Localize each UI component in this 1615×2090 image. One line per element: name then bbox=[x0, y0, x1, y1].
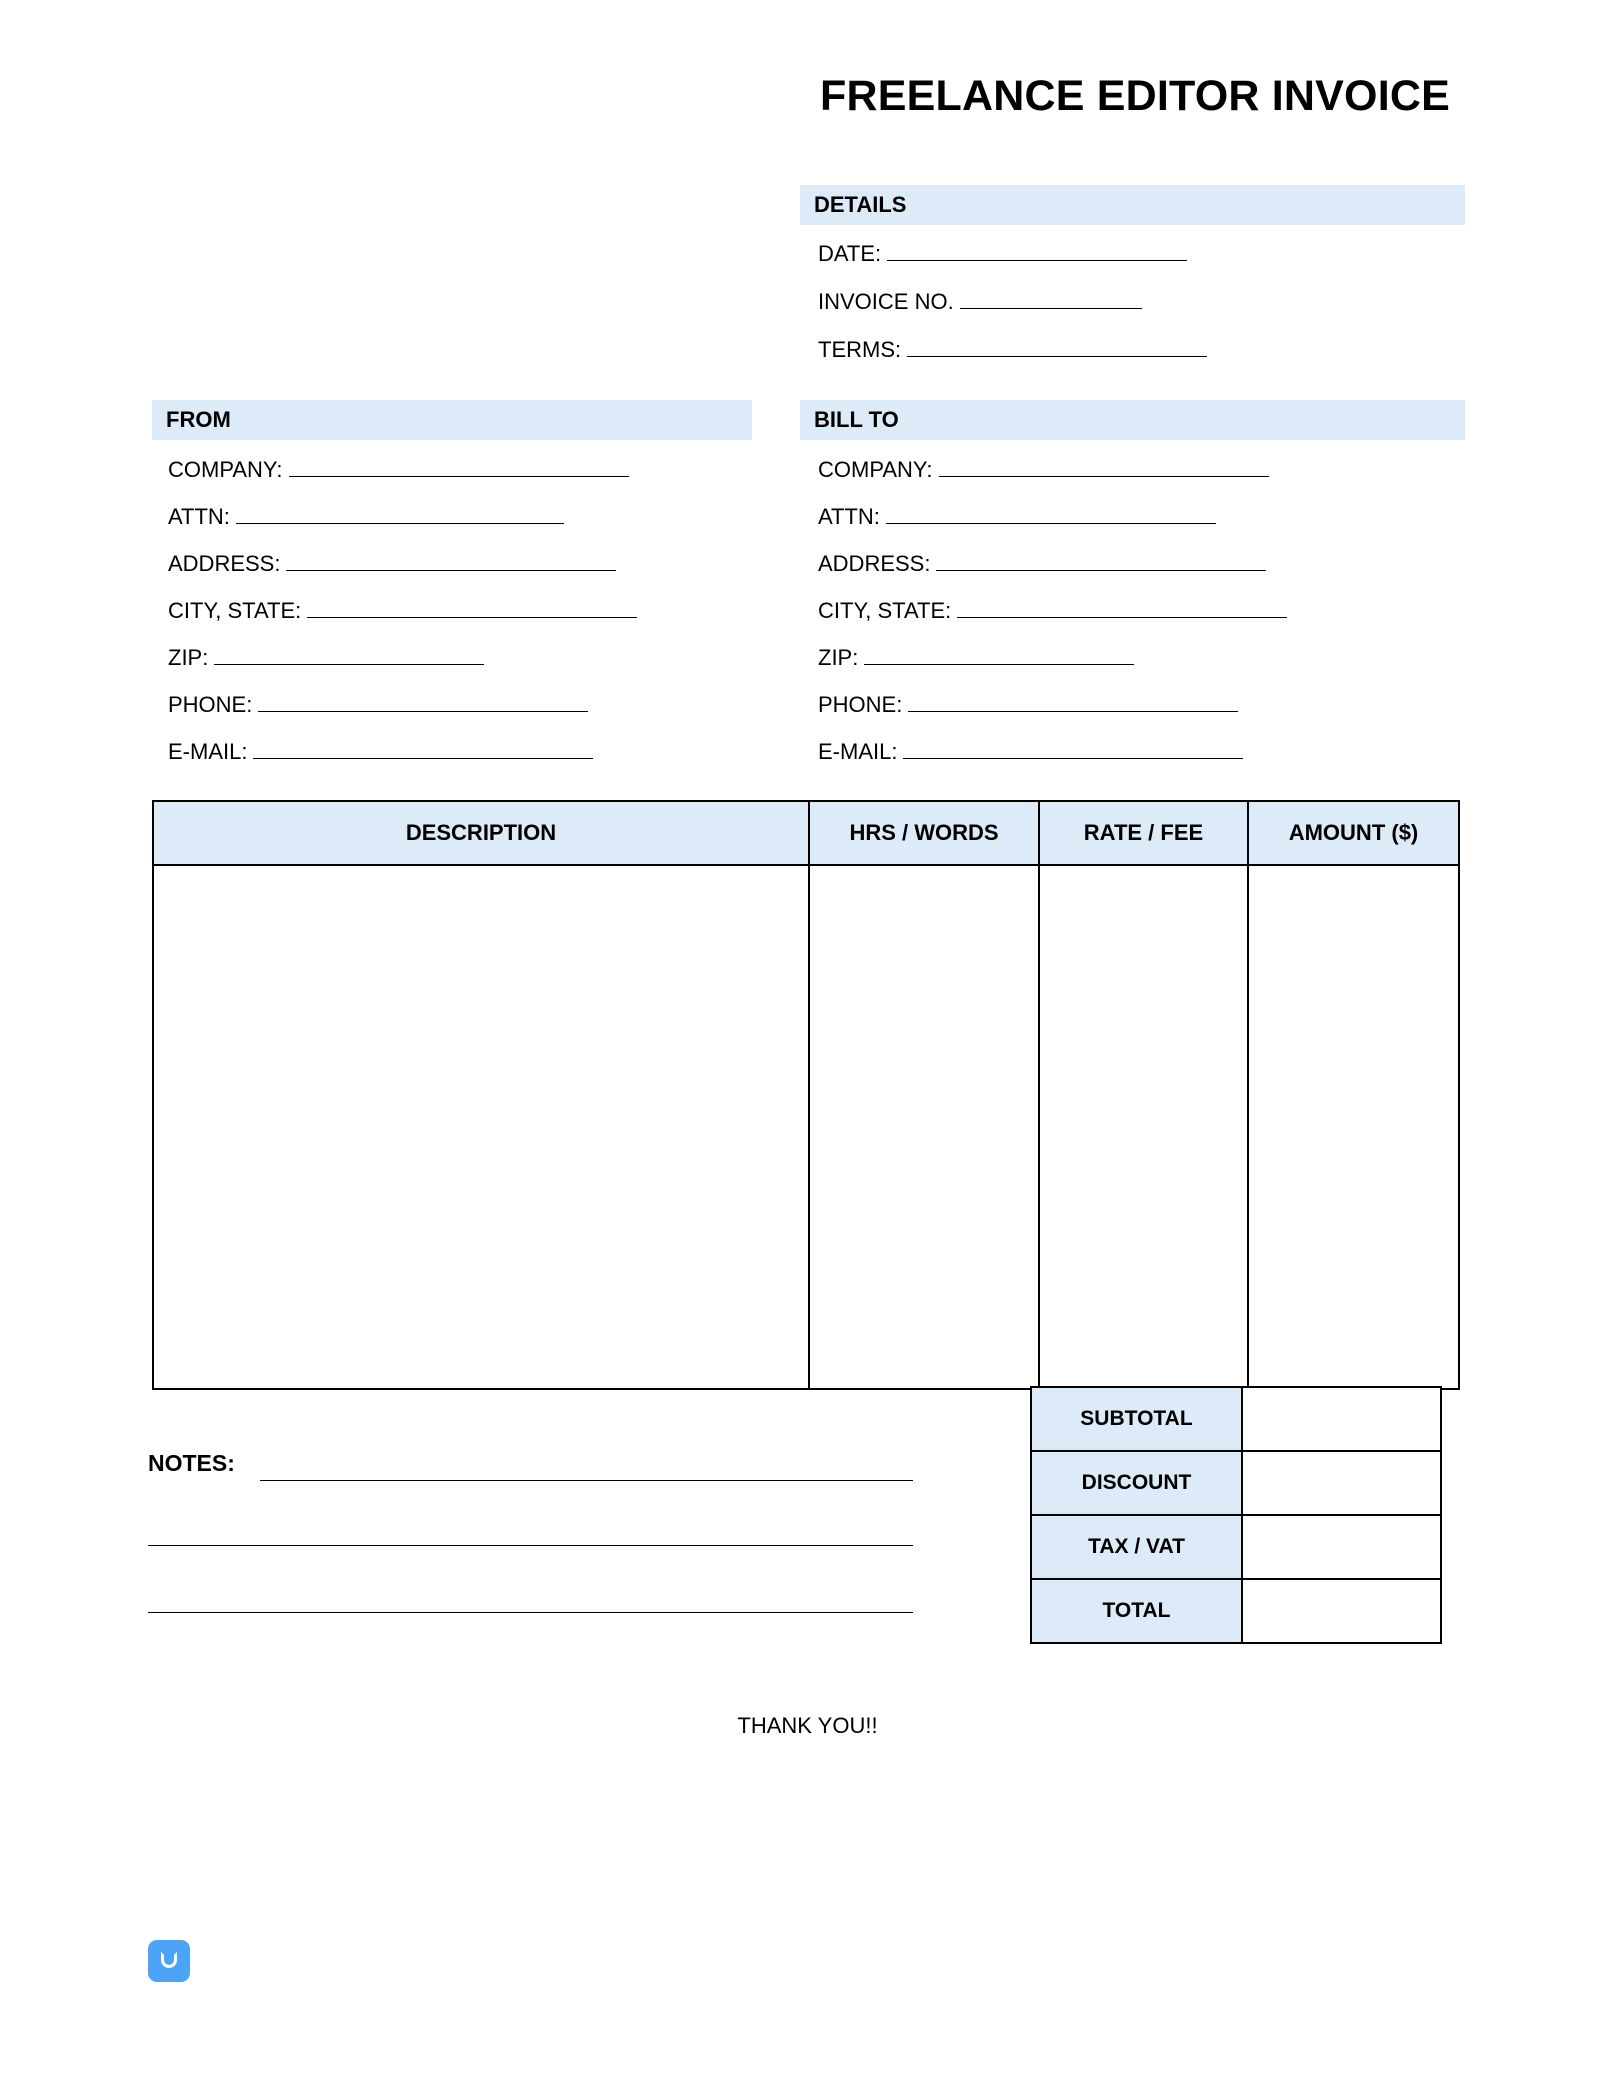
totals-row-tax-vat bbox=[1031, 1515, 1441, 1579]
bill-to-field-address-label: ADDRESS: bbox=[818, 551, 931, 576]
from-field-phone bbox=[168, 691, 588, 719]
column-header-hrs-words: HRS / WORDS bbox=[809, 801, 1039, 865]
from-section-header: FROM bbox=[152, 400, 752, 440]
table-row bbox=[153, 865, 1459, 1389]
bill-to-field-phone-label: PHONE: bbox=[818, 692, 903, 717]
from-field-address-label: ADDRESS: bbox=[168, 551, 281, 576]
bill-to-section-header: BILL TO bbox=[800, 400, 1465, 440]
column-header-amount: AMOUNT ($) bbox=[1248, 801, 1459, 865]
bill-to-field-attn-label: ATTN: bbox=[818, 504, 880, 529]
bill-to-field-company-input[interactable] bbox=[939, 458, 1269, 477]
notes-input-line-3[interactable] bbox=[148, 1612, 913, 1613]
totals-label-subtotal: SUBTOTAL bbox=[1031, 1387, 1242, 1451]
from-field-email bbox=[168, 738, 593, 766]
totals-row-total bbox=[1031, 1579, 1441, 1643]
column-header-rate-fee: RATE / FEE bbox=[1039, 801, 1248, 865]
from-field-zip-label: ZIP: bbox=[168, 645, 209, 670]
brand-logo-icon bbox=[148, 1940, 190, 1982]
from-field-phone-label: PHONE: bbox=[168, 692, 253, 717]
details-field-invoice-no-label: INVOICE NO. bbox=[818, 289, 954, 314]
notes-input-line-1[interactable] bbox=[260, 1480, 913, 1481]
from-field-address bbox=[168, 550, 616, 578]
from-field-zip-input[interactable] bbox=[214, 646, 484, 665]
totals-value-discount[interactable] bbox=[1242, 1451, 1441, 1515]
bill-to-field-address-input[interactable] bbox=[936, 552, 1266, 571]
bill-to-field-city-state bbox=[818, 597, 1287, 625]
thank-you-text: THANK YOU!! bbox=[737, 1713, 878, 1738]
from-field-city-state-input[interactable] bbox=[307, 599, 637, 618]
page-title: FREELANCE EDITOR INVOICE bbox=[820, 72, 1450, 120]
from-field-city-state-label: CITY, STATE: bbox=[168, 598, 302, 623]
from-field-phone-input[interactable] bbox=[258, 693, 588, 712]
totals-label-total: TOTAL bbox=[1031, 1579, 1242, 1643]
bill-to-field-phone-input[interactable] bbox=[908, 693, 1238, 712]
bill-to-field-email bbox=[818, 738, 1243, 766]
column-header-description: DESCRIPTION bbox=[153, 801, 809, 865]
bill-to-field-company-label: COMPANY: bbox=[818, 457, 933, 482]
bill-to-field-address bbox=[818, 550, 1266, 578]
from-field-company-input[interactable] bbox=[289, 458, 629, 477]
from-field-city-state bbox=[168, 597, 637, 625]
from-field-attn-input[interactable] bbox=[236, 505, 564, 524]
cell-rate-fee[interactable] bbox=[1039, 865, 1248, 1389]
bill-to-field-phone bbox=[818, 691, 1238, 719]
from-field-company bbox=[168, 456, 629, 484]
totals-row-discount bbox=[1031, 1451, 1441, 1515]
cell-description[interactable] bbox=[153, 865, 809, 1389]
totals-table bbox=[1030, 1386, 1442, 1644]
bill-to-field-attn-input[interactable] bbox=[886, 505, 1216, 524]
totals-value-total[interactable] bbox=[1242, 1579, 1441, 1643]
details-field-invoice-no bbox=[818, 288, 1142, 316]
from-field-zip bbox=[168, 644, 484, 672]
from-field-attn bbox=[168, 503, 564, 531]
totals-value-subtotal[interactable] bbox=[1242, 1387, 1441, 1451]
details-field-terms-input[interactable] bbox=[907, 338, 1207, 357]
from-field-company-label: COMPANY: bbox=[168, 457, 283, 482]
details-field-terms bbox=[818, 336, 1207, 364]
details-section-header: DETAILS bbox=[800, 185, 1465, 225]
from-field-email-label: E-MAIL: bbox=[168, 739, 248, 764]
bill-to-field-attn bbox=[818, 503, 1216, 531]
cell-amount[interactable] bbox=[1248, 865, 1459, 1389]
from-field-attn-label: ATTN: bbox=[168, 504, 230, 529]
bill-to-field-city-state-label: CITY, STATE: bbox=[818, 598, 952, 623]
bill-to-field-zip-label: ZIP: bbox=[818, 645, 859, 670]
totals-row-subtotal bbox=[1031, 1387, 1441, 1451]
details-field-terms-label: TERMS: bbox=[818, 337, 902, 362]
details-field-invoice-no-input[interactable] bbox=[960, 290, 1142, 309]
line-items-header-row bbox=[153, 801, 1459, 865]
totals-label-tax-vat: TAX / VAT bbox=[1031, 1515, 1242, 1579]
details-field-date-label: DATE: bbox=[818, 241, 882, 266]
notes-input-line-2[interactable] bbox=[148, 1545, 913, 1546]
details-field-date-input[interactable] bbox=[887, 242, 1187, 261]
notes-label: NOTES: bbox=[148, 1450, 235, 1476]
bill-to-field-company bbox=[818, 456, 1269, 484]
bill-to-field-city-state-input[interactable] bbox=[957, 599, 1287, 618]
from-field-email-input[interactable] bbox=[253, 740, 593, 759]
bill-to-field-email-input[interactable] bbox=[903, 740, 1243, 759]
bill-to-field-zip-input[interactable] bbox=[864, 646, 1134, 665]
details-field-date bbox=[818, 240, 1187, 268]
bill-to-field-email-label: E-MAIL: bbox=[818, 739, 898, 764]
line-items-table bbox=[152, 800, 1460, 1390]
totals-value-tax-vat[interactable] bbox=[1242, 1515, 1441, 1579]
totals-label-discount: DISCOUNT bbox=[1031, 1451, 1242, 1515]
cell-hrs-words[interactable] bbox=[809, 865, 1039, 1389]
from-field-address-input[interactable] bbox=[286, 552, 616, 571]
bill-to-field-zip bbox=[818, 644, 1134, 672]
